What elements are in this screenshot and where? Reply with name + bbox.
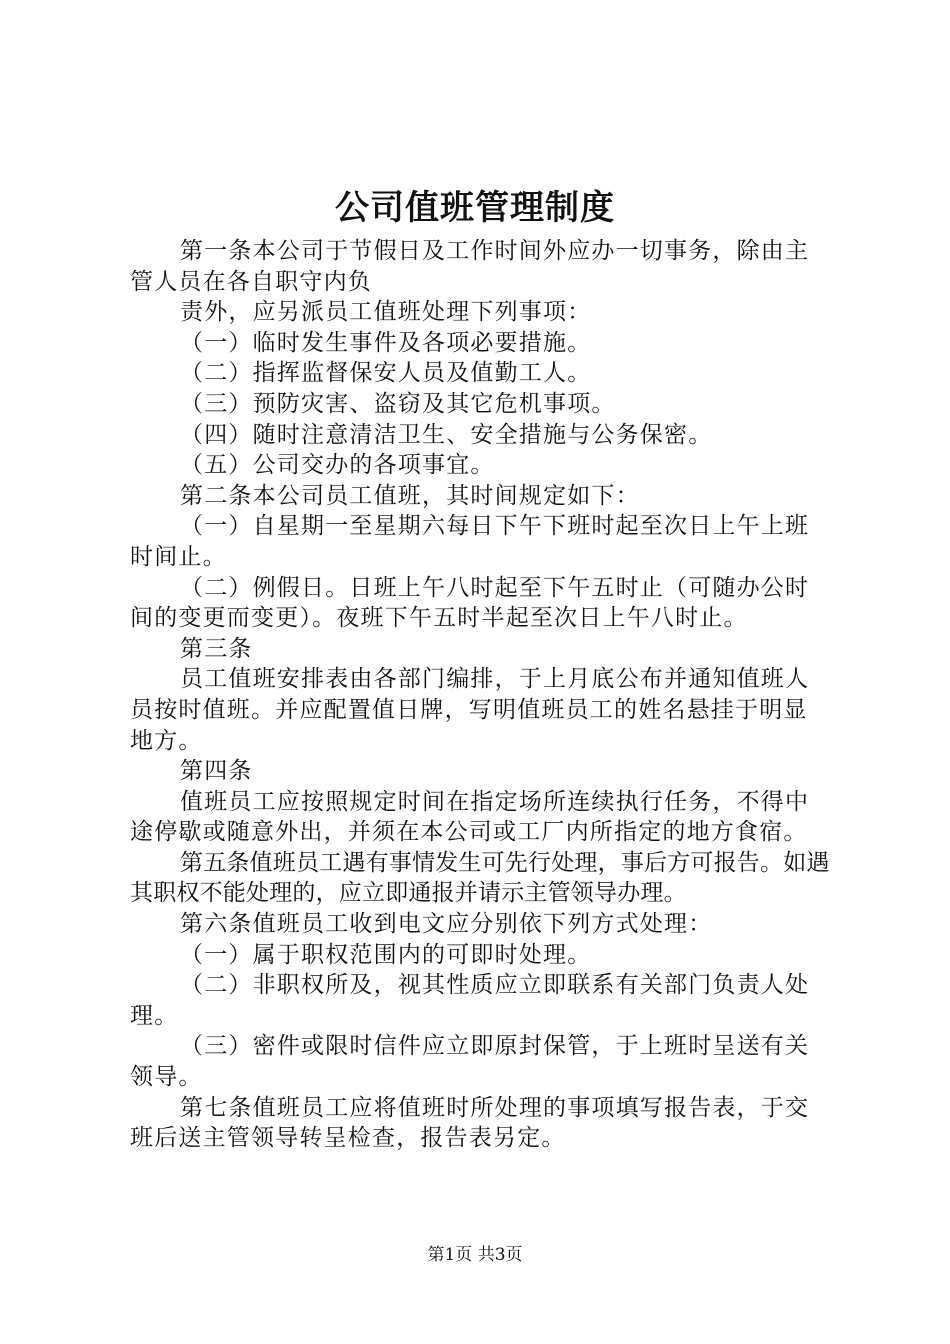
paragraph-article-4-heading: 第四条	[180, 758, 253, 785]
paragraph-item: （四）随时注意清洁卫生、安全措施与公务保密。	[180, 421, 713, 448]
paragraph-article-7: 第七条值班员工应将值班时所处理的事项填写报告表，于交班后送主管领导转呈检查，报告表另定。	[130, 1094, 810, 1152]
paragraph-article-1-cont: 责外，应另派员工值班处理下列事项：	[180, 299, 592, 326]
document-body	[130, 236, 830, 1154]
paragraph-article-3: 员工值班安排表由各部门编排，于上月底公布并通知值班人员按时值班。并应配置值日牌，写明值班员工的姓名悬挂于明显地方。	[130, 666, 810, 754]
paragraph-article-6: 第六条值班员工收到电文应分别依下列方式处理：	[180, 911, 713, 938]
paragraph-item: （三）预防灾害、盗窃及其它危机事项。	[180, 390, 616, 417]
paragraph-article-5: 第五条值班员工遇有事情发生可先行处理，事后方可报告。如遇其职权不能处理的，应立即通报并请示主管领导办理。	[130, 849, 830, 907]
paragraph-item: （二）指挥监督保安人员及值勤工人。	[180, 360, 592, 387]
paragraph-item: （二）非职权所及，视其性质应立即联系有关部门负责人处理。	[130, 972, 810, 1029]
paragraph-item: （二）例假日。日班上午八时起至下午五时止（可随办公时间的变更而变更）。夜班下午五时半起至次日上午八时止。	[130, 574, 810, 632]
page-footer: 第1页 共3页	[427, 1245, 523, 1265]
paragraph-item: （五）公司交办的各项事宜。	[180, 452, 495, 479]
paragraph-article-3-heading: 第三条	[180, 635, 253, 662]
paragraph-article-2: 第二条本公司员工值班，其时间规定如下：	[180, 482, 640, 509]
paragraph-article-4: 值班员工应按照规定时间在指定场所连续执行任务，不得中途停歇或随意外出，并须在本公司或工厂内所指定的地方食宿。	[130, 788, 810, 846]
paragraph-item: （三）密件或限时信件应立即原封保管，于上班时呈送有关领导。	[130, 1033, 810, 1091]
paragraph-item: （一）自星期一至星期六每日下午下班时起至次日上午上班时间止。	[130, 513, 810, 570]
paragraph-article-1: 第一条本公司于节假日及工作时间外应办一切事务，除由主管人员在各自职守内负	[130, 238, 810, 295]
document-title: 公司值班管理制度	[335, 188, 615, 228]
paragraph-item: （一）属于职权范围内的可即时处理。	[180, 941, 592, 968]
paragraph-item: （一）临时发生事件及各项必要措施。	[180, 329, 592, 356]
